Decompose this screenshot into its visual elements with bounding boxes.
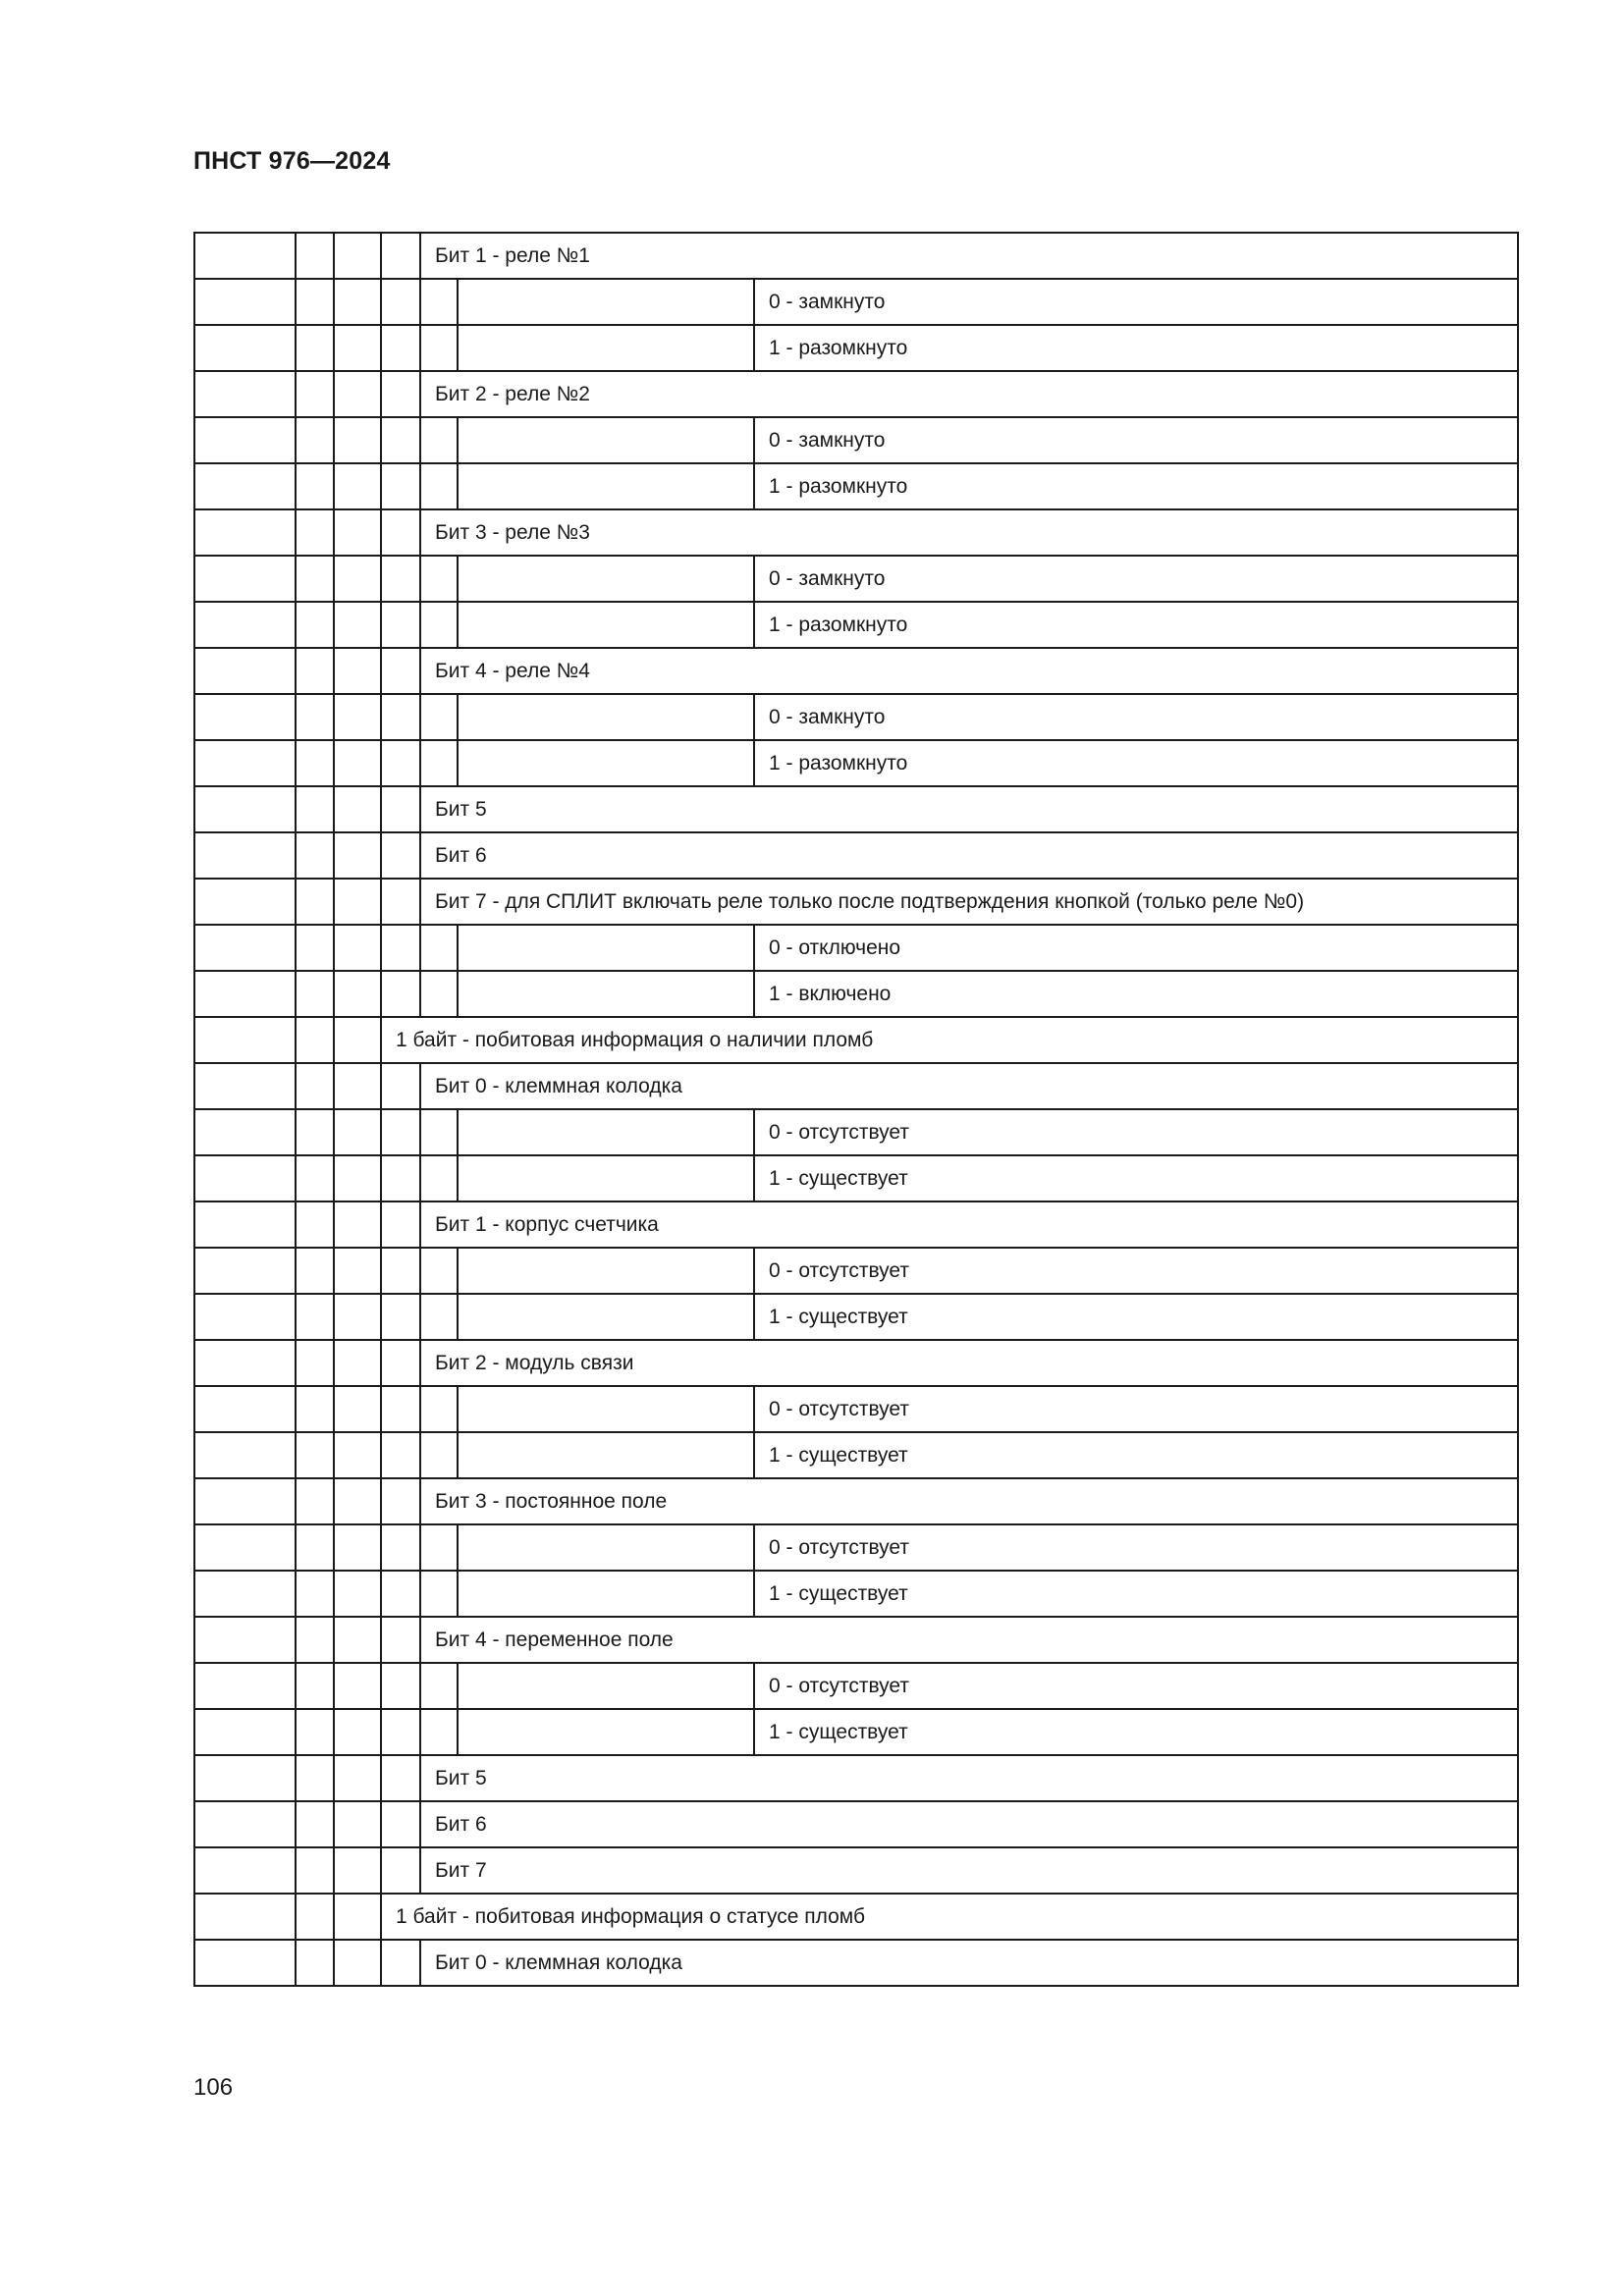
empty-cell [420, 1248, 458, 1294]
empty-cell [194, 786, 296, 832]
empty-cell [381, 1617, 420, 1663]
value-description-cell: 0 - замкнуто [754, 694, 1518, 740]
table-row [194, 1155, 1518, 1201]
empty-cell [194, 509, 296, 556]
empty-cell [420, 1109, 458, 1155]
empty-cell [334, 1847, 381, 1894]
empty-cell [334, 1571, 381, 1617]
bit-description-cell: Бит 2 - реле №2 [420, 371, 1518, 417]
empty-cell [194, 325, 296, 371]
table-row [194, 971, 1518, 1017]
empty-cell [296, 971, 334, 1017]
empty-cell [334, 602, 381, 648]
bit-description-cell: Бит 6 [420, 832, 1518, 879]
empty-cell [194, 1109, 296, 1155]
empty-cell [194, 879, 296, 925]
empty-cell [334, 1017, 381, 1063]
empty-cell [334, 1340, 381, 1386]
empty-cell [381, 971, 420, 1017]
empty-cell [296, 1109, 334, 1155]
table-row [194, 1201, 1518, 1248]
empty-cell [420, 1709, 458, 1755]
empty-cell [334, 832, 381, 879]
value-description-cell: 1 - включено [754, 971, 1518, 1017]
empty-cell [194, 1155, 296, 1201]
empty-cell [458, 1524, 754, 1571]
value-description-cell: 0 - отключено [754, 925, 1518, 971]
empty-cell [296, 1755, 334, 1801]
empty-cell [296, 509, 334, 556]
empty-cell [381, 1571, 420, 1617]
empty-cell [458, 1663, 754, 1709]
empty-cell [296, 786, 334, 832]
empty-cell [458, 1571, 754, 1617]
empty-cell [381, 1109, 420, 1155]
bit-description-cell: Бит 0 - клеммная колодка [420, 1063, 1518, 1109]
empty-cell [381, 371, 420, 417]
empty-cell [420, 1155, 458, 1201]
empty-cell [334, 325, 381, 371]
empty-cell [381, 1524, 420, 1571]
bit-description-cell: Бит 7 [420, 1847, 1518, 1894]
empty-cell [194, 1294, 296, 1340]
bit-description-cell: Бит 5 [420, 786, 1518, 832]
table-row [194, 879, 1518, 925]
table-row [194, 1894, 1518, 1940]
empty-cell [334, 509, 381, 556]
empty-cell [381, 832, 420, 879]
table-row [194, 1017, 1518, 1063]
empty-cell [381, 740, 420, 786]
empty-cell [194, 925, 296, 971]
empty-cell [194, 1478, 296, 1524]
empty-cell [296, 740, 334, 786]
empty-cell [334, 1894, 381, 1940]
bit-description-cell: Бит 7 - для СПЛИТ включать реле только после подтверждения кнопкой (только реле №0) [420, 879, 1518, 925]
empty-cell [420, 325, 458, 371]
empty-cell [194, 1340, 296, 1386]
table-row [194, 694, 1518, 740]
empty-cell [381, 1755, 420, 1801]
value-description-cell: 1 - разомкнуто [754, 463, 1518, 509]
empty-cell [458, 602, 754, 648]
value-description-cell: 1 - существует [754, 1155, 1518, 1201]
table-row [194, 371, 1518, 417]
table-row [194, 740, 1518, 786]
table-row [194, 1617, 1518, 1663]
empty-cell [296, 694, 334, 740]
empty-cell [458, 1155, 754, 1201]
empty-cell [458, 971, 754, 1017]
table-row [194, 1663, 1518, 1709]
empty-cell [194, 971, 296, 1017]
empty-cell [381, 463, 420, 509]
empty-cell [194, 1847, 296, 1894]
empty-cell [420, 1432, 458, 1478]
empty-cell [296, 1940, 334, 1986]
empty-cell [334, 463, 381, 509]
bit-description-cell: Бит 2 - модуль связи [420, 1340, 1518, 1386]
empty-cell [458, 279, 754, 325]
empty-cell [334, 648, 381, 694]
empty-cell [420, 1524, 458, 1571]
empty-cell [334, 1432, 381, 1478]
empty-cell [381, 1801, 420, 1847]
empty-cell [381, 602, 420, 648]
empty-cell [194, 1894, 296, 1940]
empty-cell [334, 1755, 381, 1801]
empty-cell [296, 463, 334, 509]
bit-description-cell: Бит 6 [420, 1801, 1518, 1847]
empty-cell [420, 602, 458, 648]
empty-cell [334, 1709, 381, 1755]
empty-cell [296, 1155, 334, 1201]
bit-description-cell: Бит 4 - реле №4 [420, 648, 1518, 694]
table-row [194, 648, 1518, 694]
empty-cell [381, 509, 420, 556]
empty-cell [458, 1294, 754, 1340]
empty-cell [381, 1155, 420, 1201]
table-row [194, 1109, 1518, 1155]
empty-cell [194, 1017, 296, 1063]
table-row [194, 509, 1518, 556]
bit-description-cell: Бит 3 - постоянное поле [420, 1478, 1518, 1524]
empty-cell [458, 925, 754, 971]
empty-cell [334, 1478, 381, 1524]
table-row [194, 463, 1518, 509]
spec-table-body [194, 233, 1518, 1986]
empty-cell [334, 279, 381, 325]
empty-cell [420, 694, 458, 740]
empty-cell [296, 1201, 334, 1248]
empty-cell [458, 740, 754, 786]
value-description-cell: 0 - замкнуто [754, 556, 1518, 602]
empty-cell [296, 371, 334, 417]
empty-cell [381, 556, 420, 602]
empty-cell [458, 1386, 754, 1432]
empty-cell [458, 325, 754, 371]
empty-cell [296, 1663, 334, 1709]
empty-cell [334, 925, 381, 971]
empty-cell [296, 1524, 334, 1571]
value-description-cell: 1 - разомкнуто [754, 325, 1518, 371]
document-number-header: ПНСТ 976—2024 [193, 147, 391, 175]
empty-cell [458, 463, 754, 509]
empty-cell [334, 971, 381, 1017]
empty-cell [381, 1663, 420, 1709]
table-row [194, 1294, 1518, 1340]
empty-cell [194, 1940, 296, 1986]
empty-cell [194, 1386, 296, 1432]
empty-cell [458, 1432, 754, 1478]
table-row [194, 1524, 1518, 1571]
value-description-cell: 1 - разомкнуто [754, 740, 1518, 786]
empty-cell [458, 1109, 754, 1155]
empty-cell [334, 740, 381, 786]
empty-cell [334, 556, 381, 602]
empty-cell [194, 556, 296, 602]
empty-cell [194, 371, 296, 417]
value-description-cell: 1 - разомкнуто [754, 602, 1518, 648]
empty-cell [420, 1294, 458, 1340]
empty-cell [381, 648, 420, 694]
empty-cell [334, 371, 381, 417]
empty-cell [296, 556, 334, 602]
empty-cell [296, 602, 334, 648]
table-row [194, 832, 1518, 879]
empty-cell [194, 602, 296, 648]
empty-cell [381, 233, 420, 279]
byte-description-cell: 1 байт - побитовая информация о статусе пломб [381, 1894, 1518, 1940]
empty-cell [296, 325, 334, 371]
empty-cell [334, 1940, 381, 1986]
value-description-cell: 1 - существует [754, 1571, 1518, 1617]
empty-cell [194, 233, 296, 279]
empty-cell [420, 971, 458, 1017]
empty-cell [420, 463, 458, 509]
empty-cell [381, 1340, 420, 1386]
empty-cell [381, 417, 420, 463]
empty-cell [194, 1571, 296, 1617]
empty-cell [381, 1063, 420, 1109]
table-row [194, 1386, 1518, 1432]
empty-cell [381, 694, 420, 740]
empty-cell [296, 1294, 334, 1340]
empty-cell [296, 648, 334, 694]
empty-cell [381, 879, 420, 925]
empty-cell [334, 694, 381, 740]
empty-cell [381, 1248, 420, 1294]
table-row [194, 925, 1518, 971]
empty-cell [194, 417, 296, 463]
table-row [194, 1063, 1518, 1109]
empty-cell [334, 1201, 381, 1248]
value-description-cell: 0 - отсутствует [754, 1663, 1518, 1709]
value-description-cell: 0 - отсутствует [754, 1524, 1518, 1571]
bit-description-cell: Бит 5 [420, 1755, 1518, 1801]
empty-cell [296, 1386, 334, 1432]
table-row [194, 1478, 1518, 1524]
table-row [194, 1755, 1518, 1801]
empty-cell [194, 1755, 296, 1801]
empty-cell [194, 1432, 296, 1478]
empty-cell [334, 1109, 381, 1155]
spec-table [193, 232, 1519, 1987]
empty-cell [296, 1894, 334, 1940]
empty-cell [334, 1155, 381, 1201]
empty-cell [381, 279, 420, 325]
empty-cell [194, 1663, 296, 1709]
empty-cell [381, 1432, 420, 1478]
empty-cell [381, 1847, 420, 1894]
table-row [194, 325, 1518, 371]
empty-cell [458, 694, 754, 740]
empty-cell [381, 1294, 420, 1340]
empty-cell [420, 1663, 458, 1709]
empty-cell [194, 1248, 296, 1294]
empty-cell [381, 1709, 420, 1755]
table-row [194, 1709, 1518, 1755]
empty-cell [334, 1801, 381, 1847]
table-row [194, 1248, 1518, 1294]
empty-cell [194, 1801, 296, 1847]
empty-cell [296, 925, 334, 971]
empty-cell [194, 832, 296, 879]
value-description-cell: 0 - отсутствует [754, 1386, 1518, 1432]
empty-cell [296, 1801, 334, 1847]
empty-cell [381, 1201, 420, 1248]
table-row [194, 233, 1518, 279]
empty-cell [381, 786, 420, 832]
empty-cell [296, 879, 334, 925]
empty-cell [458, 1248, 754, 1294]
empty-cell [194, 694, 296, 740]
empty-cell [334, 1063, 381, 1109]
byte-description-cell: 1 байт - побитовая информация о наличии пломб [381, 1017, 1518, 1063]
value-description-cell: 1 - существует [754, 1432, 1518, 1478]
table-row [194, 1432, 1518, 1478]
empty-cell [334, 417, 381, 463]
empty-cell [334, 786, 381, 832]
empty-cell [458, 417, 754, 463]
bit-description-cell: Бит 4 - переменное поле [420, 1617, 1518, 1663]
empty-cell [296, 1847, 334, 1894]
empty-cell [194, 463, 296, 509]
empty-cell [420, 556, 458, 602]
empty-cell [296, 1432, 334, 1478]
empty-cell [194, 1709, 296, 1755]
empty-cell [194, 279, 296, 325]
empty-cell [381, 1940, 420, 1986]
empty-cell [334, 1294, 381, 1340]
empty-cell [296, 1478, 334, 1524]
empty-cell [194, 1063, 296, 1109]
table-row [194, 417, 1518, 463]
value-description-cell: 0 - замкнуто [754, 279, 1518, 325]
empty-cell [420, 417, 458, 463]
empty-cell [296, 1017, 334, 1063]
empty-cell [334, 1386, 381, 1432]
empty-cell [334, 1524, 381, 1571]
empty-cell [296, 417, 334, 463]
empty-cell [381, 925, 420, 971]
bit-description-cell: Бит 3 - реле №3 [420, 509, 1518, 556]
empty-cell [420, 279, 458, 325]
empty-cell [420, 1571, 458, 1617]
empty-cell [334, 1248, 381, 1294]
empty-cell [296, 1617, 334, 1663]
empty-cell [296, 1248, 334, 1294]
bit-description-cell: Бит 1 - корпус счетчика [420, 1201, 1518, 1248]
empty-cell [194, 1617, 296, 1663]
table-row [194, 1340, 1518, 1386]
empty-cell [194, 740, 296, 786]
table-row [194, 279, 1518, 325]
empty-cell [194, 1524, 296, 1571]
table-row [194, 1801, 1518, 1847]
bit-description-cell: Бит 1 - реле №1 [420, 233, 1518, 279]
empty-cell [381, 1478, 420, 1524]
empty-cell [296, 233, 334, 279]
page-number: 106 [193, 2074, 234, 2101]
table-row [194, 556, 1518, 602]
empty-cell [296, 1571, 334, 1617]
table-row [194, 602, 1518, 648]
value-description-cell: 0 - замкнуто [754, 417, 1518, 463]
table-row [194, 1847, 1518, 1894]
empty-cell [334, 1663, 381, 1709]
empty-cell [334, 1617, 381, 1663]
value-description-cell: 1 - существует [754, 1294, 1518, 1340]
value-description-cell: 0 - отсутствует [754, 1248, 1518, 1294]
bit-description-cell: Бит 0 - клеммная колодка [420, 1940, 1518, 1986]
table-row [194, 786, 1518, 832]
empty-cell [194, 648, 296, 694]
empty-cell [296, 1063, 334, 1109]
value-description-cell: 0 - отсутствует [754, 1109, 1518, 1155]
empty-cell [458, 556, 754, 602]
table-row [194, 1940, 1518, 1986]
empty-cell [296, 832, 334, 879]
empty-cell [296, 279, 334, 325]
empty-cell [296, 1340, 334, 1386]
empty-cell [420, 925, 458, 971]
empty-cell [381, 325, 420, 371]
empty-cell [296, 1709, 334, 1755]
empty-cell [420, 1386, 458, 1432]
empty-cell [420, 740, 458, 786]
empty-cell [458, 1709, 754, 1755]
empty-cell [334, 879, 381, 925]
empty-cell [194, 1201, 296, 1248]
value-description-cell: 1 - существует [754, 1709, 1518, 1755]
table-row [194, 1571, 1518, 1617]
empty-cell [381, 1386, 420, 1432]
empty-cell [334, 233, 381, 279]
